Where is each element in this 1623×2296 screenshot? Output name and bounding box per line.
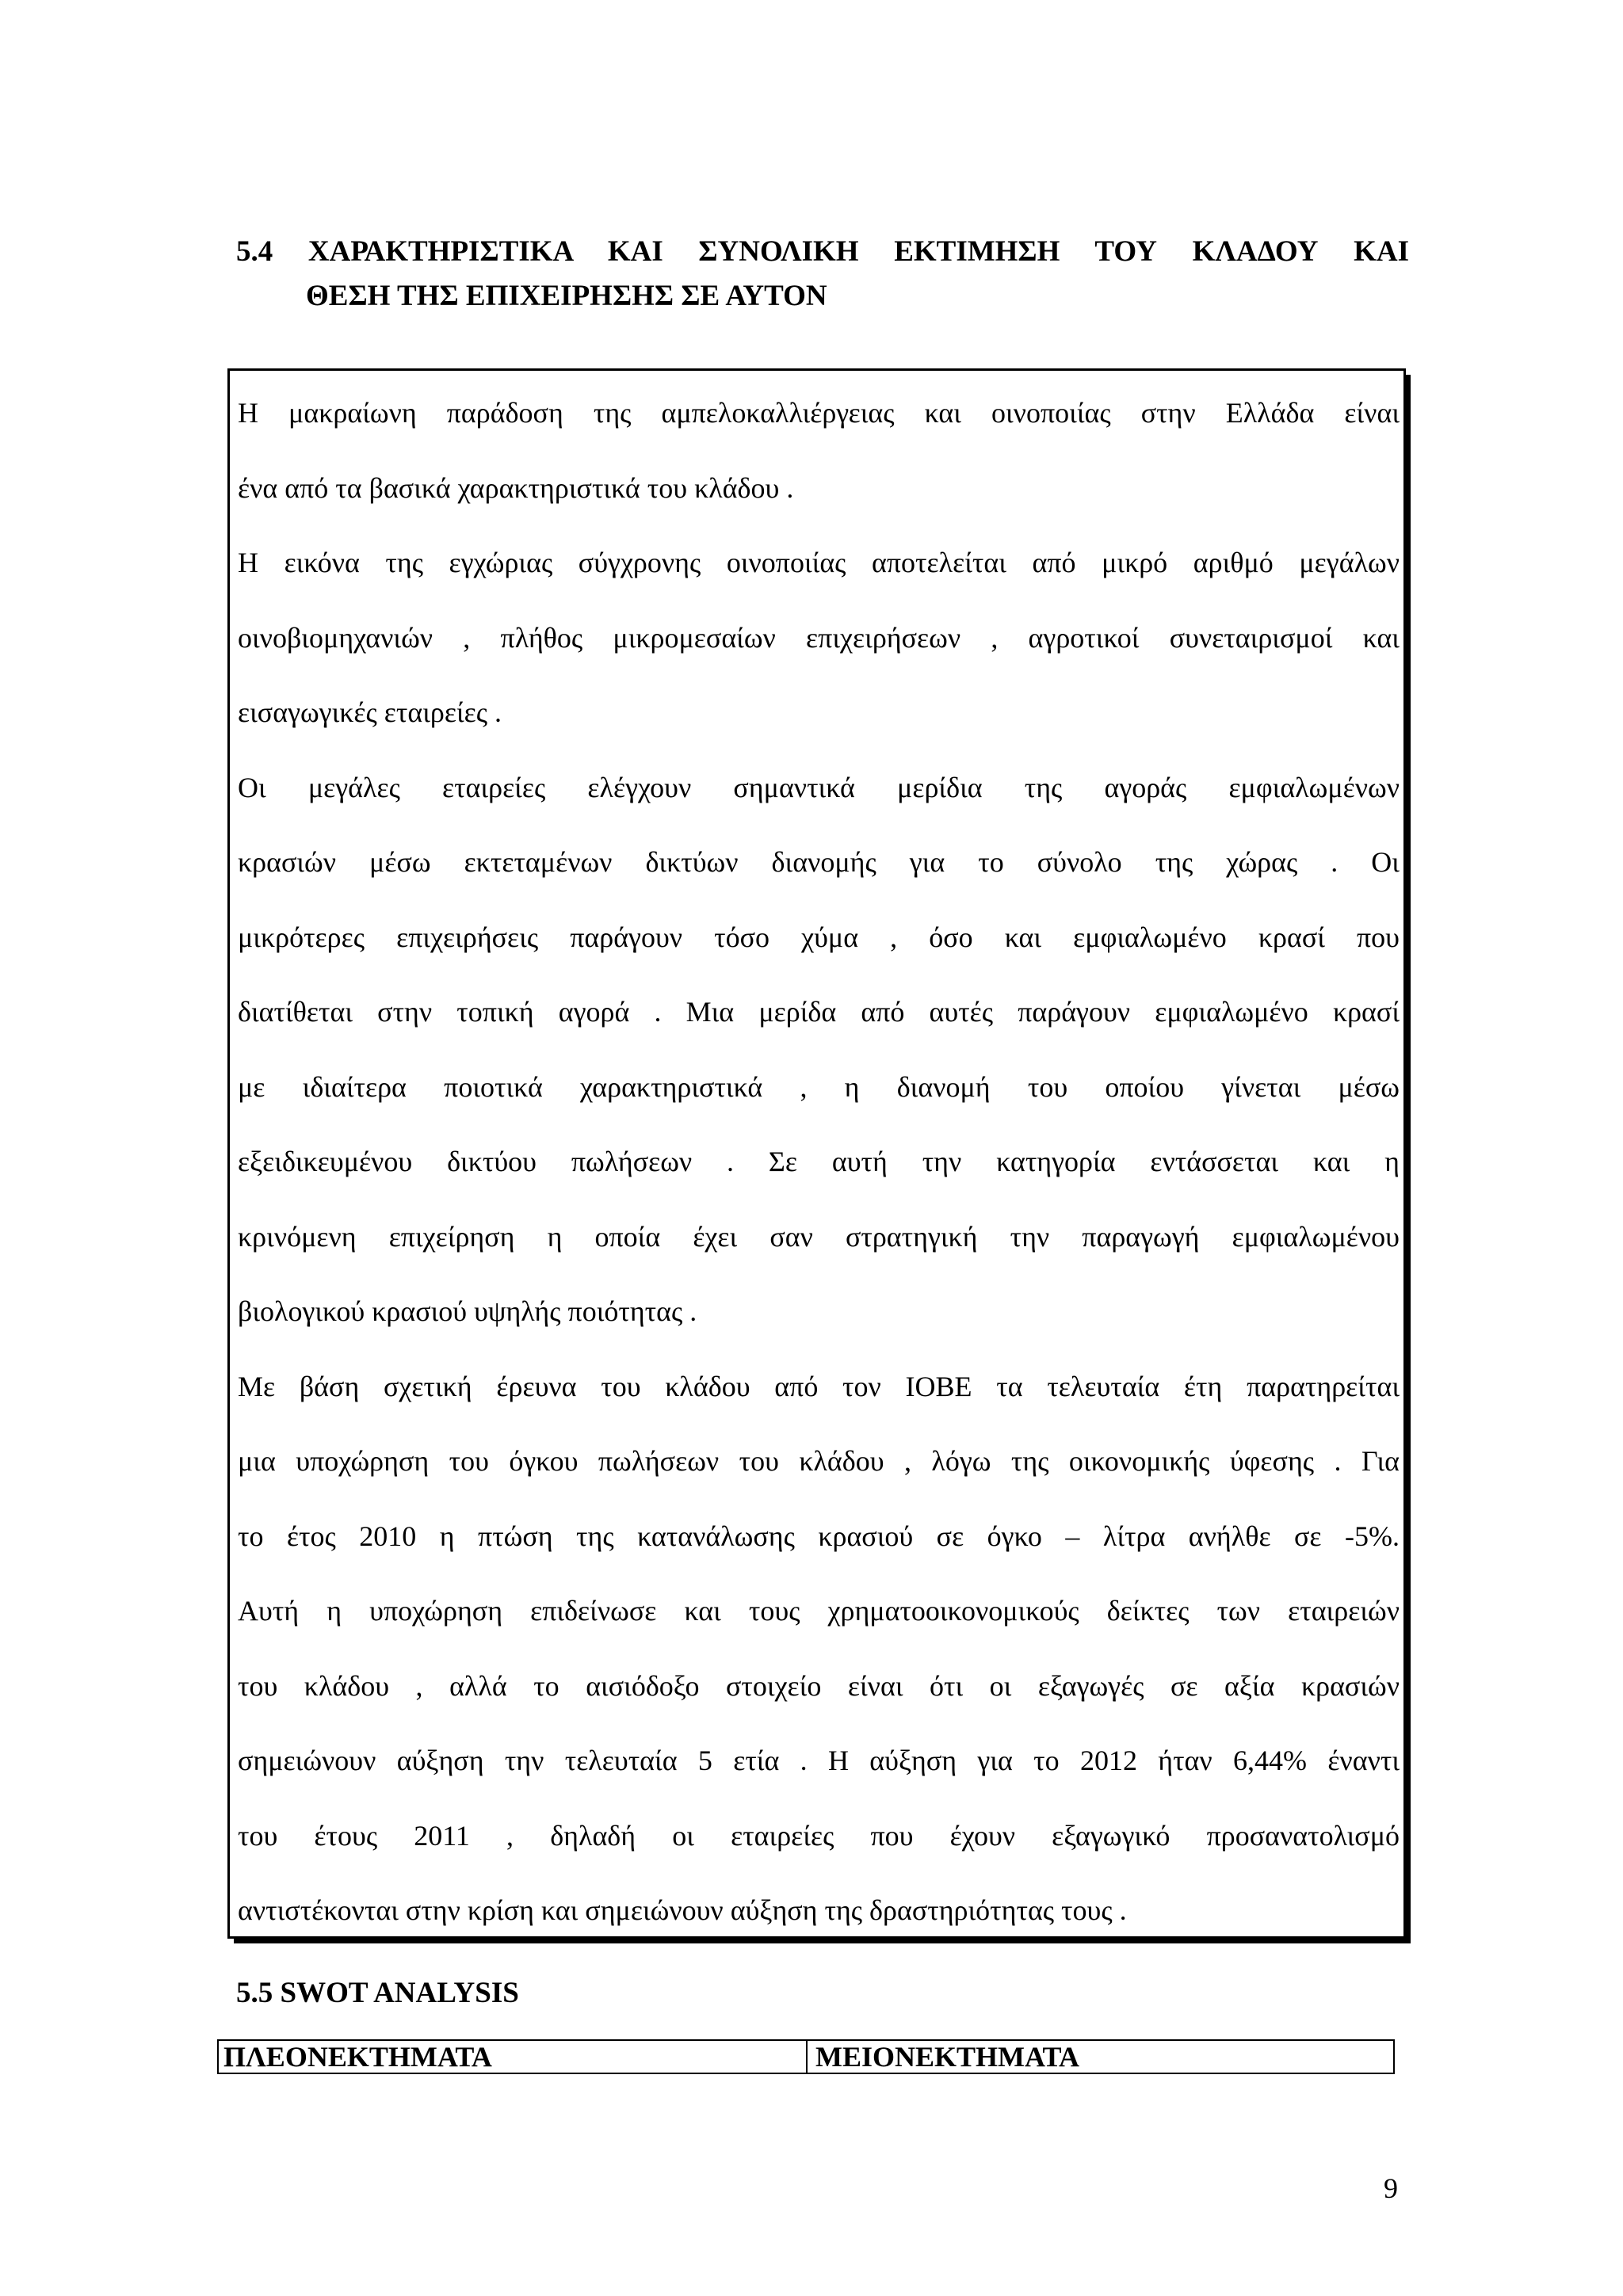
framed-text-line: Αυτή η υποχώρηση επιδείνωσε και τους χρηματοοικονομικούς δείκτες των εταιρειών [238,1595,1400,1627]
page-number: 9 [1384,2172,1398,2204]
framed-text-line: Οι μεγάλες εταιρείες ελέγχουν σημαντικά μερίδια της αγοράς εμφιαλωμένων [238,771,1400,803]
framed-text-line: διατίθεται στην τοπική αγορά . Μια μερίδα από αυτές παράγουν εμφιαλωμένο κρασί [238,996,1400,1028]
framed-text-line: με ιδιαίτερα ποιοτικά χαρακτηριστικά , η διανομή του οποίου γίνεται μέσω [238,1070,1400,1103]
framed-text-body [238,376,1400,1948]
framed-text-line: Η μακραίωνη παράδοση της αμπελοκαλλιέργειας και οινοποιίας στην Ελλάδα είναι [238,397,1400,429]
framed-text-line: κρινόμενη επιχείρηση η οποία έχει σαν στρατηγική την παραγωγή εμφιαλωμένου [238,1220,1400,1253]
section-5-4-heading-line1: 5.4 ΧΑΡΑΚΤΗΡΙΣΤΙΚΑ ΚΑΙ ΣΥΝΟΛΙΚΗ ΕΚΤΙΜΗΣΗ ΤΟΥ ΚΛΑΔΟΥ ΚΑΙ [236,235,1409,268]
framed-text-line: κρασιών μέσω εκτεταμένων δικτύων διανομής για το σύνολο της χώρας . Οι [238,846,1400,878]
framed-text-box [227,368,1406,1939]
framed-text-line: του κλάδου , αλλά το αισιόδοξο στοιχείο είναι ότι οι εξαγωγές σε αξία κρασιών [238,1669,1400,1702]
framed-text-line: βιολογικού κρασιού υψηλής ποιότητας . [238,1295,697,1327]
swot-header-strengths: ΠΛΕΟΝΕΚΤΗΜΑΤΑ [219,2041,808,2073]
framed-text-line: ένα από τα βασικά χαρακτηριστικά του κλάδου . [238,471,794,504]
framed-text-line: οινοβιομηχανιών , πλήθος μικρομεσαίων επιχειρήσεων , αγροτικοί συνεταιρισμοί και [238,621,1400,654]
framed-text-line: Με βάση σχετική έρευνα του κλάδου από τον ΙΟΒΕ τα τελευταία έτη παρατηρείται [238,1370,1400,1402]
swot-header-weaknesses: ΜΕΙΟΝΕΚΤΗΜΑΤΑ [815,2041,1080,2073]
framed-text-line: σημειώνουν αύξηση την τελευταία 5 ετία . Η αύξηση για το 2012 ήταν 6,44% έναντι [238,1745,1400,1776]
framed-text-line: αντιστέκονται στην κρίση και σημειώνουν αύξηση της δραστηριότητας τους . [238,1894,1127,1926]
section-5-4-heading [236,230,1409,318]
framed-text-line: εξειδικευμένου δικτύου πωλήσεων . Σε αυτή την κατηγορία εντάσσεται και η [238,1146,1400,1177]
framed-text-line: μια υποχώρηση του όγκου πωλήσεων του κλάδου , λόγω της οικονομικής ύφεσης . Για [238,1445,1400,1477]
section-5-4-heading-line2: ΘΕΣΗ ΤΗΣ ΕΠΙΧΕΙΡΗΣΗΣ ΣΕ ΑΥΤΟΝ [306,280,827,312]
framed-text-line: εισαγωγικές εταιρείες . [238,696,502,728]
swot-table-header [217,2039,1395,2074]
framed-text-line: μικρότερες επιχειρήσεις παράγουν τόσο χύμα , όσο και εμφιαλωμένο κρασί που [238,921,1400,953]
framed-text-line: το έτος 2010 η πτώση της κατανάλωσης κρασιού σε όγκο – λίτρα ανήλθε σε -5%. [238,1520,1400,1552]
framed-text-line: του έτους 2011 , δηλαδή οι εταιρείες που έχουν εξαγωγικό προσανατολισμό [238,1819,1400,1852]
section-5-5-heading: 5.5 SWOT ANALYSIS [236,1977,519,2009]
framed-text-line: Η εικόνα της εγχώριας σύγχρονης οινοποιίας αποτελείται από μικρό αριθμό μεγάλων [238,547,1400,578]
